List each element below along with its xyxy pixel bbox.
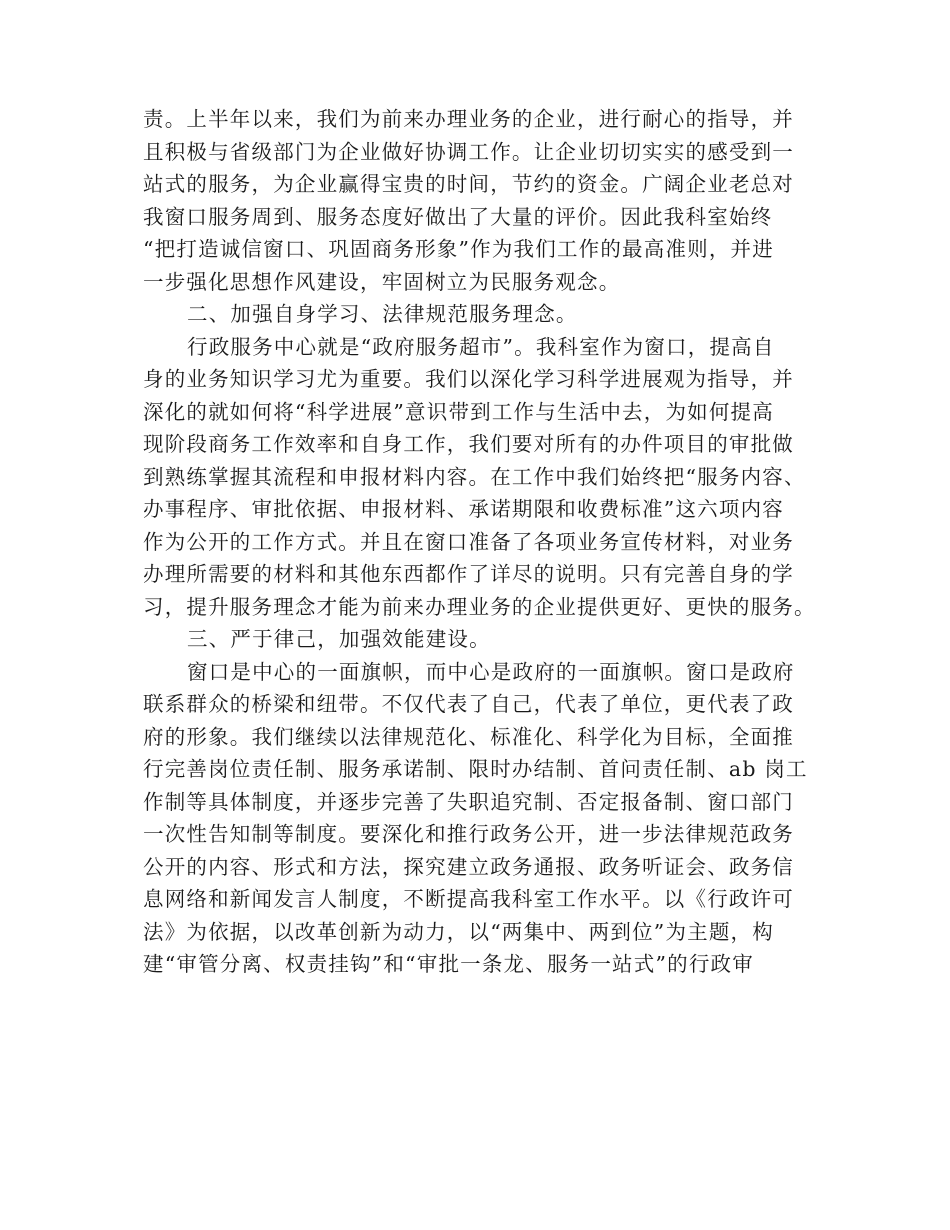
text-line: 三、严于律己，加强效能建设。	[187, 627, 491, 651]
text-line: 府的形象。我们继续以法律规范化、标准化、科学化为目标，全面推	[143, 724, 794, 749]
text-line: 责。上半年以来，我们为前来办理业务的企业，进行耐心的指导，并	[143, 107, 794, 131]
text-line: 二、加强自身学习、法律规范服务理念。	[187, 302, 578, 326]
text-line: 习，提升服务理念才能为前来办理业务的企业提供更好、更快的服务。	[143, 594, 816, 619]
text-line: 作为公开的工作方式。并且在窗口准备了各项业务宣传材料，对业务	[143, 529, 794, 554]
text-line: 站式的服务，为企业赢得宝贵的时间，节约的资金。广阔企业老总对	[143, 172, 794, 196]
text-line: 深化的就如何将“科学进展”意识带到工作与生活中去，为如何提高	[143, 399, 774, 424]
text-line: 建“审管分离、权责挂钩”和“审批一条龙、服务一站式”的行政审	[143, 952, 754, 976]
body-text	[143, 103, 816, 981]
text-line: 办理所需要的材料和其他东西都作了详尽的说明。只有完善自身的学	[143, 562, 794, 586]
text-line: “把打造诚信窗口、巩固商务形象”作为我们工作的最高准则，并进	[143, 237, 774, 261]
text-line: 窗口是中心的一面旗帜，而中心是政府的一面旗帜。窗口是政府	[187, 659, 795, 684]
text-line: 一次性告知制等制度。要深化和推行政务公开，进一步法律规范政务	[143, 822, 794, 846]
text-line: 行完善岗位责任制、服务承诺制、限时办结制、首问责任制、ab 岗工	[143, 757, 808, 781]
text-line: 现阶段商务工作效率和自身工作，我们要对所有的办件项目的审批做	[143, 432, 794, 456]
text-line: 我窗口服务周到、服务态度好做出了大量的评价。因此我科室始终	[143, 204, 773, 229]
text-line: 公开的内容、形式和方法，探究建立政务通报、政务听证会、政务信	[143, 854, 794, 879]
text-line: 作制等具体制度，并逐步完善了失职追究制、否定报备制、窗口部门	[143, 789, 794, 814]
text-line: 行政服务中心就是“政府服务超市”。我科室作为窗口，提高自	[187, 334, 775, 359]
text-line: 息网络和新闻发言人制度，不断提高我科室工作水平。以《行政许可	[143, 887, 794, 911]
text-line: 联系群众的桥梁和纽带。不仅代表了自己，代表了单位，更代表了政	[143, 692, 794, 716]
text-line: 身的业务知识学习尤为重要。我们以深化学习科学进展观为指导，并	[143, 367, 794, 391]
text-line: 且积极与省级部门为企业做好协调工作。让企业切切实实的感受到一	[143, 139, 794, 164]
text-line: 到熟练掌握其流程和申报材料内容。在工作中我们始终把“服务内容、	[143, 464, 806, 489]
text-line: 一步强化思想作风建设，牢固树立为民服务观念。	[143, 269, 621, 294]
text-line: 办事程序、审批依据、申报材料、承诺期限和收费标准”这六项内容	[143, 497, 784, 521]
text-line: 法》为依据，以改革创新为动力，以“两集中、两到位”为主题，构	[143, 919, 774, 944]
